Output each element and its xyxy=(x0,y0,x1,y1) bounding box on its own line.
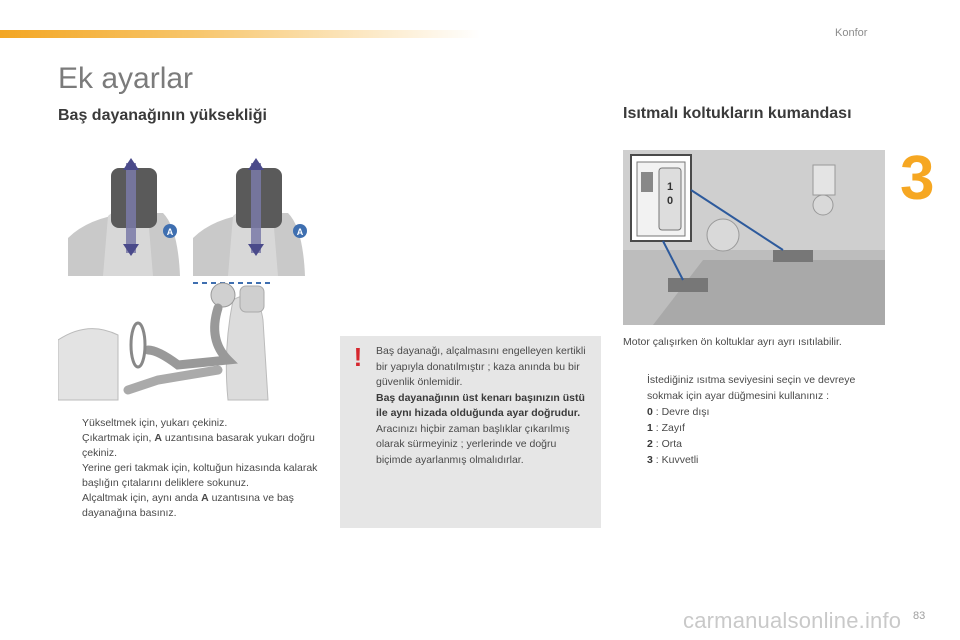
heat-level-item xyxy=(647,436,893,452)
heat-level-key: 1 xyxy=(647,422,653,434)
heat-level-label: : Devre dışı xyxy=(652,406,710,418)
chapter-number: 3 xyxy=(900,144,935,213)
page-title: Ek ayarlar xyxy=(58,62,194,95)
warning-line-1: Baş dayanağı, alçalmasını engelleyen kertikli bir yapıyla donatılmıştır ; kaza anında bu bir güvenlik önlemidir. xyxy=(376,345,586,388)
instruction-lower: Alçaltmak için, aynı anda xyxy=(82,492,202,504)
list-item xyxy=(58,461,323,491)
page-number: 83 xyxy=(913,610,926,622)
instruction-lower-rest: uzantısına ve baş dayanağına basınız. xyxy=(82,492,294,519)
heat-level-key: 3 xyxy=(647,454,653,466)
list-item xyxy=(58,491,323,521)
callout-a-2: A xyxy=(296,227,304,237)
heated-seats-instructions xyxy=(623,372,893,468)
headrest-heading: Baş dayanağının yüksekliği xyxy=(58,107,267,124)
warning-bold: Baş dayanağının üst kenarı başınızın üstü ile aynı hizada olduğunda ayar doğrudur. xyxy=(376,391,585,419)
section-label: Konfor xyxy=(835,27,868,39)
switch-label-1: 1 xyxy=(666,181,674,193)
heat-level-item xyxy=(647,404,893,420)
heated-seats-caption: Motor çalışırken ön koltuklar ayrı ayrı ısıtılabilir. xyxy=(623,336,842,348)
list-item xyxy=(58,431,323,461)
heat-level-item xyxy=(647,420,893,436)
heat-level-label: : Kuvvetli xyxy=(652,454,699,466)
heat-level-key: 0 xyxy=(647,406,653,418)
warning-text xyxy=(376,344,594,468)
instruction-refit: Yerine geri takmak için, koltuğun hizasında kalarak başlığın çıtalarını deliklere sokunuz. xyxy=(82,462,318,489)
switch-label-0: 0 xyxy=(666,195,674,207)
callout-a-1: A xyxy=(166,227,174,237)
heated-seats-heading: Isıtmalı koltukların kumandası xyxy=(623,105,852,122)
warning-line-2: Aracınızı hiçbir zaman başlıklar çıkarılmış olarak sürmeyiniz ; yerlerinde ve doğru biçimde ayarlanmış olmalıdırlar. xyxy=(376,422,570,466)
instruction-select-level: İstediğiniz ısıtma seviyesini seçin ve devreye sokmak için ayar düğmesini kullanınız : xyxy=(647,374,856,402)
heat-level-label: : Orta xyxy=(652,438,683,450)
driver-posture-illustration xyxy=(58,280,328,405)
list-item xyxy=(58,416,323,431)
watermark: carmanualsonline.info xyxy=(683,608,902,633)
heat-level-key: 2 xyxy=(647,438,653,450)
instruction-remove-rest: uzantısına basarak yukarı doğru çekiniz. xyxy=(82,432,315,459)
header-accent-bar xyxy=(0,30,480,38)
headrest-illustration xyxy=(68,158,318,278)
heat-levels xyxy=(623,404,893,468)
heat-level-item xyxy=(647,452,893,468)
instruction-remove: Çıkartmak için, xyxy=(82,432,155,444)
instruction-lower-key: A xyxy=(201,492,209,504)
warning-box xyxy=(340,336,601,528)
warning-icon: ! xyxy=(353,342,363,372)
instruction-remove-key: A xyxy=(154,432,162,444)
list-item xyxy=(623,372,893,404)
heat-level-label: : Zayıf xyxy=(652,422,685,434)
instruction-raise: Yükseltmek için, yukarı çekiniz. xyxy=(82,417,228,429)
heated-seat-control-photo xyxy=(623,150,885,325)
headrest-instructions xyxy=(58,416,323,521)
